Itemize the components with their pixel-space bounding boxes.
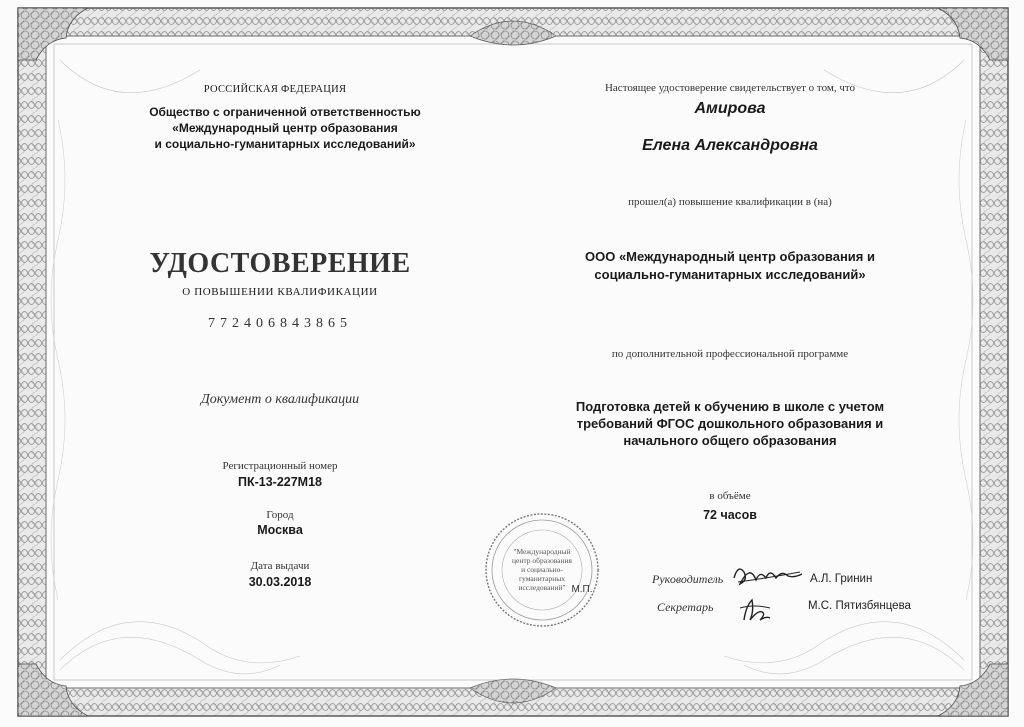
head-signature	[728, 560, 808, 590]
head-role-label: Руководитель	[652, 572, 724, 586]
city-value: Москва	[257, 523, 303, 537]
program-name	[530, 398, 930, 449]
issue-date: 30.03.2018	[248, 575, 312, 589]
certificate-subtitle: О ПОВЫШЕНИИ КВАЛИФИКАЦИИ	[182, 286, 378, 298]
program-label: по дополнительной профессиональной программе	[611, 348, 849, 360]
program-line: Подготовка детей к обучению в школе с учетом	[575, 399, 885, 414]
training-organization	[540, 248, 920, 284]
certificate-number: 772406843865	[208, 316, 352, 331]
training-org-line: ООО «Международный центр образования и	[585, 249, 875, 264]
program-line: требований ФГОС дошкольного образования и	[576, 416, 884, 431]
issuer-organization	[120, 104, 450, 152]
head-name: А.Л. Гринин	[810, 573, 873, 585]
registration-label: Регистрационный номер	[222, 460, 338, 472]
issuer-org-line: Общество с ограниченной ответственностью	[149, 105, 421, 119]
secretary-role-label: Секретарь	[657, 600, 714, 614]
holder-surname: Амирова	[694, 100, 766, 117]
volume-hours: 72 часов	[703, 508, 757, 522]
training-org-line: социально-гуманитарных исследований»	[594, 267, 866, 282]
stamp-line: и социально-	[521, 565, 563, 574]
document-type: Документ о квалификации	[200, 392, 360, 407]
secretary-signature	[736, 594, 776, 624]
volume-label: в объёме	[709, 490, 751, 502]
qualification-statement: прошел(а) повышение квалификации в (на)	[628, 196, 832, 208]
issue-date-label: Дата выдачи	[250, 560, 310, 572]
secretary-name: М.С. Пятизбянцева	[808, 600, 911, 612]
seal-stamp	[482, 510, 602, 630]
country-heading: РОССИЙСКАЯ ФЕДЕРАЦИЯ	[203, 84, 347, 95]
stamp-line: исследований"	[518, 583, 566, 592]
issuer-org-line: «Международный центр образования	[172, 121, 398, 135]
certificate-title: УДОСТОВЕРЕНИЕ	[149, 248, 411, 279]
stamp-mp: М.П.	[571, 584, 593, 595]
issuer-org-line: и социально-гуманитарных исследований»	[154, 137, 416, 151]
holder-name: Елена Александровна	[642, 137, 818, 154]
registration-number: ПК-13-227М18	[237, 475, 322, 489]
stamp-line: гуманитарных	[518, 574, 566, 583]
stamp-line: "Международный	[513, 547, 571, 556]
program-line: начального общего образования	[623, 433, 837, 448]
certification-intro: Настоящее удостоверение свидетельствует о том, что	[604, 82, 856, 94]
stamp-line: центр образования	[512, 556, 572, 565]
city-label: Город	[266, 509, 294, 521]
